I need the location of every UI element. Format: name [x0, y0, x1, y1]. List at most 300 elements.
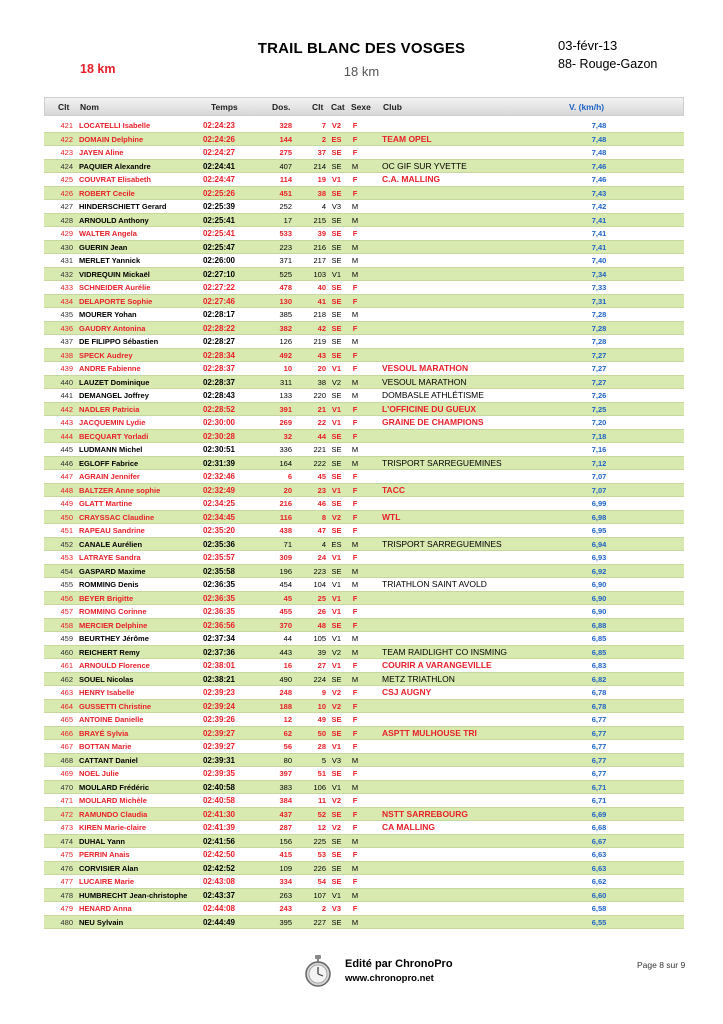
- cell-cat: SE: [331, 863, 342, 873]
- cell-sexe: F: [352, 229, 358, 238]
- cell-nom: CRAYSSAC Claudine: [79, 512, 155, 522]
- cell-club: DOMBASLE ATHLÉTISME: [382, 390, 484, 400]
- cell-cat: V2: [331, 121, 342, 130]
- cell-club: CA MALLING: [382, 822, 436, 832]
- cell-cat: SE: [331, 877, 342, 886]
- cell-clt-cat: 216: [313, 242, 326, 252]
- cell-cat: V2: [331, 701, 342, 711]
- cell-temps: 02:35:57: [202, 553, 236, 562]
- cell-clt: 427: [60, 202, 73, 211]
- cell-cat: SE: [331, 472, 342, 481]
- cell-club: NSTT SARREBOURG: [382, 808, 468, 819]
- cell-cat: V1: [331, 661, 342, 670]
- cell-vitesse: 6,63: [591, 850, 607, 859]
- cell-clt-cat: 47: [317, 526, 326, 535]
- cell-nom: SCHNEIDER Aurélie: [79, 283, 151, 292]
- cell-temps: 02:41:39: [202, 823, 236, 832]
- cell-nom: NOEL Julie: [79, 769, 119, 778]
- cell-clt: 461: [60, 661, 73, 670]
- cell-clt: 468: [60, 755, 73, 765]
- table-row: [44, 578, 684, 592]
- cell-sexe: F: [352, 661, 358, 670]
- cell-dos: 415: [279, 850, 292, 859]
- table-row: [44, 362, 684, 376]
- cell-club: TRISPORT SARREGUEMINES: [382, 538, 502, 549]
- cell-clt: 421: [60, 121, 73, 130]
- cell-dos: 478: [279, 283, 292, 292]
- cell-temps: 02:24:47: [202, 175, 236, 184]
- cell-sexe: F: [352, 742, 358, 751]
- cell-cat: SE: [331, 148, 342, 157]
- cell-cat: V1: [331, 580, 342, 589]
- cell-clt: 467: [60, 742, 73, 751]
- cell-club: OC GIF SUR YVETTE: [382, 160, 467, 171]
- cell-vitesse: 6,93: [591, 553, 607, 562]
- cell-dos: 287: [279, 823, 292, 832]
- cell-dos: 437: [279, 809, 292, 819]
- table-row: [44, 430, 684, 444]
- cell-cat: V1: [331, 607, 342, 616]
- stopwatch-icon: [305, 954, 331, 988]
- cell-clt-cat: 217: [313, 256, 326, 265]
- cell-temps: 02:36:35: [202, 580, 236, 589]
- cell-cat: V1: [331, 782, 342, 792]
- table-row: [44, 659, 684, 673]
- cell-clt-cat: 5: [321, 755, 326, 765]
- cell-cat: V1: [331, 175, 342, 184]
- table-row: [44, 848, 684, 862]
- cell-sexe: F: [352, 728, 358, 738]
- cell-temps: 02:43:37: [202, 890, 236, 900]
- cell-club: CSJ AUGNY: [382, 687, 432, 697]
- cell-sexe: F: [352, 512, 358, 522]
- cell-vitesse: 6,77: [591, 728, 607, 738]
- cell-temps: 02:44:08: [202, 904, 236, 913]
- cell-temps: 02:31:39: [202, 458, 236, 468]
- cell-sexe: F: [352, 877, 358, 886]
- cell-dos: 114: [279, 175, 292, 184]
- cell-clt-cat: 10: [317, 701, 326, 711]
- cell-club: TEAM OPEL: [382, 133, 432, 144]
- cell-sexe: F: [352, 553, 358, 562]
- cell-dos: 156: [279, 836, 292, 846]
- cell-temps: 02:39:27: [202, 742, 236, 751]
- cell-nom: REICHERT Remy: [79, 647, 140, 657]
- cell-clt-cat: 51: [317, 769, 326, 778]
- cell-sexe: F: [352, 688, 358, 697]
- cell-clt-cat: 224: [313, 674, 326, 684]
- cell-clt-cat: 222: [313, 458, 326, 468]
- cell-clt: 451: [60, 526, 73, 535]
- cell-clt-cat: 12: [317, 823, 326, 832]
- cell-clt-cat: 49: [317, 715, 326, 724]
- cell-temps: 02:43:08: [202, 877, 236, 886]
- cell-temps: 02:41:30: [202, 809, 236, 819]
- cell-clt-cat: 45: [317, 472, 326, 481]
- table-row: [44, 551, 684, 565]
- cell-clt-cat: 103: [313, 269, 326, 279]
- event-location: 88- Rouge-Gazon: [558, 57, 658, 71]
- cell-vitesse: 7,26: [591, 391, 607, 400]
- cell-temps: 02:25:41: [202, 229, 236, 238]
- cell-dos: 263: [279, 890, 292, 900]
- cell-clt: 422: [60, 134, 73, 144]
- cell-sexe: M: [351, 917, 359, 927]
- col-nom: Nom: [80, 102, 99, 112]
- table-row: [44, 308, 684, 322]
- cell-clt-cat: 24: [317, 553, 326, 562]
- cell-dos: 385: [279, 310, 292, 319]
- table-row: [44, 484, 684, 498]
- cell-sexe: M: [351, 202, 359, 211]
- table-row: [44, 268, 684, 282]
- cell-clt: 447: [60, 472, 73, 481]
- cell-clt: 479: [60, 904, 73, 913]
- table-row: [44, 835, 684, 849]
- cell-club: ASPTT MULHOUSE TRI: [382, 727, 477, 738]
- cell-vitesse: 6,55: [591, 917, 607, 927]
- cell-clt: 455: [60, 580, 73, 589]
- cell-clt-cat: 215: [313, 215, 326, 225]
- cell-nom: LUCAIRE Marie: [79, 877, 135, 886]
- cell-clt-cat: 21: [317, 404, 326, 414]
- cell-cat: V1: [331, 593, 342, 603]
- cell-cat: V2: [331, 377, 342, 387]
- table-row: [44, 173, 684, 187]
- table-row: [44, 700, 684, 714]
- cell-nom: CANALE Aurélien: [79, 539, 143, 549]
- cell-clt-cat: 26: [317, 607, 326, 616]
- cell-vitesse: 7,46: [591, 161, 607, 171]
- cell-dos: 382: [279, 323, 292, 333]
- cell-vitesse: 6,99: [591, 499, 607, 508]
- cell-clt-cat: 39: [317, 229, 326, 238]
- cell-temps: 02:42:52: [202, 863, 236, 873]
- cell-sexe: M: [351, 580, 359, 589]
- col-clt: Clt: [58, 102, 70, 112]
- table-row: [44, 241, 684, 255]
- cell-sexe: F: [352, 296, 358, 306]
- cell-vitesse: 6,95: [591, 526, 607, 535]
- cell-vitesse: 6,90: [591, 607, 607, 616]
- cell-sexe: M: [351, 755, 359, 765]
- cell-clt-cat: 20: [317, 364, 326, 373]
- cell-cat: SE: [331, 620, 342, 630]
- cell-nom: LUDMANN Michel: [79, 445, 143, 454]
- cell-nom: DOMAIN Delphine: [79, 134, 144, 144]
- cell-sexe: F: [352, 796, 358, 805]
- cell-clt-cat: 214: [313, 161, 326, 171]
- table-row: [44, 227, 684, 241]
- cell-vitesse: 7,33: [591, 283, 607, 292]
- cell-temps: 02:39:35: [202, 769, 236, 778]
- table-row: [44, 146, 684, 160]
- cell-dos: 451: [279, 188, 292, 198]
- cell-clt-cat: 38: [317, 188, 326, 198]
- cell-vitesse: 6,71: [591, 782, 607, 792]
- cell-sexe: M: [351, 566, 359, 576]
- cell-clt: 463: [60, 688, 73, 697]
- cell-vitesse: 7,28: [591, 323, 607, 333]
- cell-temps: 02:36:35: [202, 593, 236, 603]
- cell-clt-cat: 220: [313, 391, 326, 400]
- cell-clt-cat: 46: [317, 499, 326, 508]
- table-row: [44, 349, 684, 363]
- cell-clt-cat: 38: [317, 377, 326, 387]
- cell-cat: SE: [331, 296, 342, 306]
- cell-sexe: F: [352, 121, 358, 130]
- cell-sexe: M: [351, 782, 359, 792]
- cell-temps: 02:40:58: [202, 796, 236, 805]
- cell-clt: 449: [60, 499, 73, 508]
- table-row: [44, 889, 684, 903]
- cell-dos: 133: [279, 391, 292, 400]
- cell-nom: ARNOULD Florence: [79, 661, 150, 670]
- cell-dos: 275: [279, 148, 292, 157]
- cell-clt: 437: [60, 337, 73, 346]
- cell-vitesse: 6,90: [591, 593, 607, 603]
- cell-clt: 435: [60, 310, 73, 319]
- cell-clt-cat: 54: [317, 877, 326, 886]
- cell-clt-cat: 43: [317, 350, 326, 360]
- col-temps: Temps: [211, 102, 238, 112]
- col-clt-cat: Clt: [312, 102, 324, 112]
- cell-nom: CORVISIER Alan: [79, 863, 139, 873]
- cell-sexe: M: [351, 337, 359, 346]
- cell-vitesse: 6,88: [591, 620, 607, 630]
- table-header: [44, 97, 684, 116]
- cell-clt: 475: [60, 850, 73, 859]
- cell-cat: SE: [331, 323, 342, 333]
- cell-cat: V1: [331, 404, 342, 414]
- cell-sexe: F: [352, 809, 358, 819]
- cell-dos: 454: [279, 580, 292, 589]
- cell-nom: MERCIER Delphine: [79, 620, 148, 630]
- cell-nom: ROMMING Denis: [79, 580, 139, 589]
- cell-clt-cat: 221: [313, 445, 326, 454]
- table-row: [44, 713, 684, 727]
- cell-clt: 462: [60, 674, 73, 684]
- cell-clt: 469: [60, 769, 73, 778]
- cell-clt: 476: [60, 863, 73, 873]
- cell-vitesse: 7,18: [591, 431, 607, 441]
- cell-cat: SE: [331, 350, 342, 360]
- cell-sexe: F: [352, 431, 358, 441]
- table-row: [44, 511, 684, 525]
- cell-dos: 371: [279, 256, 292, 265]
- cell-clt: 452: [60, 539, 73, 549]
- event-date: 03-févr-13: [558, 38, 618, 53]
- website-link[interactable]: www.chronopro.net: [345, 973, 434, 984]
- cell-temps: 02:28:17: [202, 310, 236, 319]
- cell-sexe: F: [352, 188, 358, 198]
- cell-clt: 473: [60, 823, 73, 832]
- cell-temps: 02:37:36: [202, 647, 236, 657]
- cell-vitesse: 7,31: [591, 296, 607, 306]
- cell-clt: 457: [60, 607, 73, 616]
- cell-dos: 336: [279, 445, 292, 454]
- cell-vitesse: 6,77: [591, 755, 607, 765]
- cell-clt: 480: [60, 917, 73, 927]
- cell-temps: 02:32:49: [202, 485, 236, 495]
- cell-temps: 02:28:43: [202, 391, 236, 400]
- table-row: [44, 605, 684, 619]
- page-number: Page 8 sur 9: [637, 960, 686, 970]
- cell-cat: SE: [331, 188, 342, 198]
- cell-cat: SE: [331, 809, 342, 819]
- cell-sexe: F: [352, 593, 358, 603]
- cell-cat: SE: [331, 283, 342, 292]
- cell-vitesse: 6,68: [591, 823, 607, 832]
- cell-dos: 397: [279, 769, 292, 778]
- cell-vitesse: 6,83: [591, 661, 607, 670]
- cell-dos: 311: [280, 377, 292, 387]
- cell-club: TRIATHLON SAINT AVOLD: [382, 579, 487, 589]
- table-row: [44, 254, 684, 268]
- cell-nom: ANTOINE Danielle: [79, 715, 144, 724]
- cell-sexe: F: [352, 485, 358, 495]
- cell-clt: 424: [60, 161, 73, 171]
- table-row: [44, 740, 684, 754]
- cell-temps: 02:36:35: [202, 607, 236, 616]
- cell-temps: 02:35:36: [202, 539, 236, 549]
- cell-dos: 196: [279, 566, 292, 576]
- cell-temps: 02:28:34: [202, 350, 236, 360]
- cell-temps: 02:35:20: [202, 526, 236, 535]
- cell-club: WTL: [382, 511, 401, 522]
- cell-temps: 02:27:22: [202, 283, 236, 292]
- cell-dos: 243: [279, 904, 292, 913]
- cell-nom: JACQUEMIN Lydie: [79, 418, 146, 427]
- cell-dos: 395: [279, 917, 292, 927]
- cell-cat: V2: [331, 823, 342, 832]
- cell-nom: WALTER Angela: [79, 229, 137, 238]
- cell-clt-cat: 23: [317, 485, 326, 495]
- cell-clt-cat: 39: [317, 647, 326, 657]
- cell-vitesse: 7,41: [591, 215, 607, 225]
- cell-sexe: F: [352, 350, 358, 360]
- cell-nom: NEU Sylvain: [79, 917, 124, 927]
- cell-cat: V1: [331, 418, 342, 427]
- cell-dos: 10: [283, 364, 292, 373]
- cell-sexe: F: [352, 148, 358, 157]
- cell-sexe: F: [352, 715, 358, 724]
- cell-cat: SE: [331, 836, 342, 846]
- table-row: [44, 403, 684, 417]
- cell-clt: 433: [60, 283, 73, 292]
- cell-sexe: F: [352, 701, 358, 711]
- table-row: [44, 673, 684, 687]
- cell-temps: 02:30:00: [202, 418, 236, 427]
- cell-cat: V3: [331, 904, 342, 913]
- cell-nom: HUMBRECHT Jean-christophe: [79, 890, 188, 900]
- cell-vitesse: 7,41: [591, 242, 607, 252]
- table-row: [44, 416, 684, 430]
- cell-dos: 455: [279, 607, 292, 616]
- cell-vitesse: 7,07: [591, 472, 607, 481]
- cell-dos: 80: [283, 755, 292, 765]
- cell-sexe: M: [351, 215, 359, 225]
- cell-dos: 109: [279, 863, 292, 873]
- cell-temps: 02:28:27: [202, 337, 236, 346]
- cell-vitesse: 6,82: [591, 674, 607, 684]
- table-row: [44, 727, 684, 741]
- table-row: [44, 470, 684, 484]
- cell-vitesse: 7,46: [591, 175, 607, 184]
- cell-dos: 44: [283, 634, 292, 643]
- cell-cat: SE: [331, 674, 342, 684]
- col-cat: Cat: [331, 102, 345, 112]
- cell-clt: 434: [60, 296, 73, 306]
- col-sexe: Sexe: [351, 102, 371, 112]
- col-vitesse: V. (km/h): [569, 102, 605, 112]
- cell-cat: SE: [331, 256, 342, 265]
- cell-vitesse: 7,34: [591, 269, 607, 279]
- cell-clt: 445: [60, 445, 73, 454]
- cell-cat: SE: [331, 242, 342, 252]
- cell-vitesse: 7,48: [591, 148, 607, 157]
- cell-temps: 02:38:21: [202, 674, 236, 684]
- cell-sexe: M: [351, 391, 359, 400]
- cell-clt-cat: 22: [317, 418, 326, 427]
- cell-vitesse: 6,98: [591, 512, 607, 522]
- cell-nom: PAQUIER Alexandre: [79, 161, 151, 171]
- cell-sexe: M: [351, 269, 359, 279]
- cell-temps: 02:25:41: [202, 215, 236, 225]
- cell-temps: 02:28:52: [202, 404, 236, 414]
- cell-sexe: F: [352, 364, 358, 373]
- cell-nom: BRAYÉ Sylvia: [79, 728, 129, 738]
- cell-temps: 02:30:51: [202, 445, 236, 454]
- cell-vitesse: 6,77: [591, 715, 607, 724]
- cell-clt: 453: [60, 553, 73, 562]
- table-row: [44, 187, 684, 201]
- cell-dos: 492: [279, 350, 292, 360]
- results-table: [44, 119, 684, 929]
- cell-nom: PERRIN Anais: [79, 850, 130, 859]
- table-row: [44, 119, 684, 133]
- cell-clt: 458: [60, 620, 73, 630]
- cell-temps: 02:35:58: [202, 566, 236, 576]
- cell-temps: 02:37:34: [202, 634, 236, 643]
- cell-sexe: F: [352, 418, 358, 427]
- cell-dos: 71: [283, 539, 292, 549]
- cell-clt-cat: 104: [313, 580, 326, 589]
- cell-vitesse: 6,94: [591, 539, 607, 549]
- cell-sexe: M: [351, 890, 359, 900]
- table-row: [44, 862, 684, 876]
- cell-nom: BEYER Brigitte: [79, 593, 134, 603]
- cell-sexe: F: [352, 323, 358, 333]
- cell-cat: SE: [331, 499, 342, 508]
- cell-clt: 460: [60, 647, 73, 657]
- cell-sexe: F: [352, 283, 358, 292]
- cell-clt: 472: [60, 809, 73, 819]
- table-row: [44, 443, 684, 457]
- cell-clt: 432: [60, 269, 73, 279]
- cell-sexe: F: [352, 526, 358, 535]
- cell-clt: 474: [60, 836, 73, 846]
- cell-temps: 02:24:41: [202, 161, 236, 171]
- cell-clt-cat: 44: [317, 431, 326, 441]
- cell-dos: 216: [279, 499, 292, 508]
- cell-temps: 02:28:37: [202, 377, 236, 387]
- cell-cat: SE: [331, 310, 342, 319]
- cell-cat: V2: [331, 796, 342, 805]
- cell-nom: DUHAL Yann: [79, 836, 125, 846]
- cell-nom: GAUDRY Antonina: [79, 323, 146, 333]
- cell-cat: V1: [331, 485, 342, 495]
